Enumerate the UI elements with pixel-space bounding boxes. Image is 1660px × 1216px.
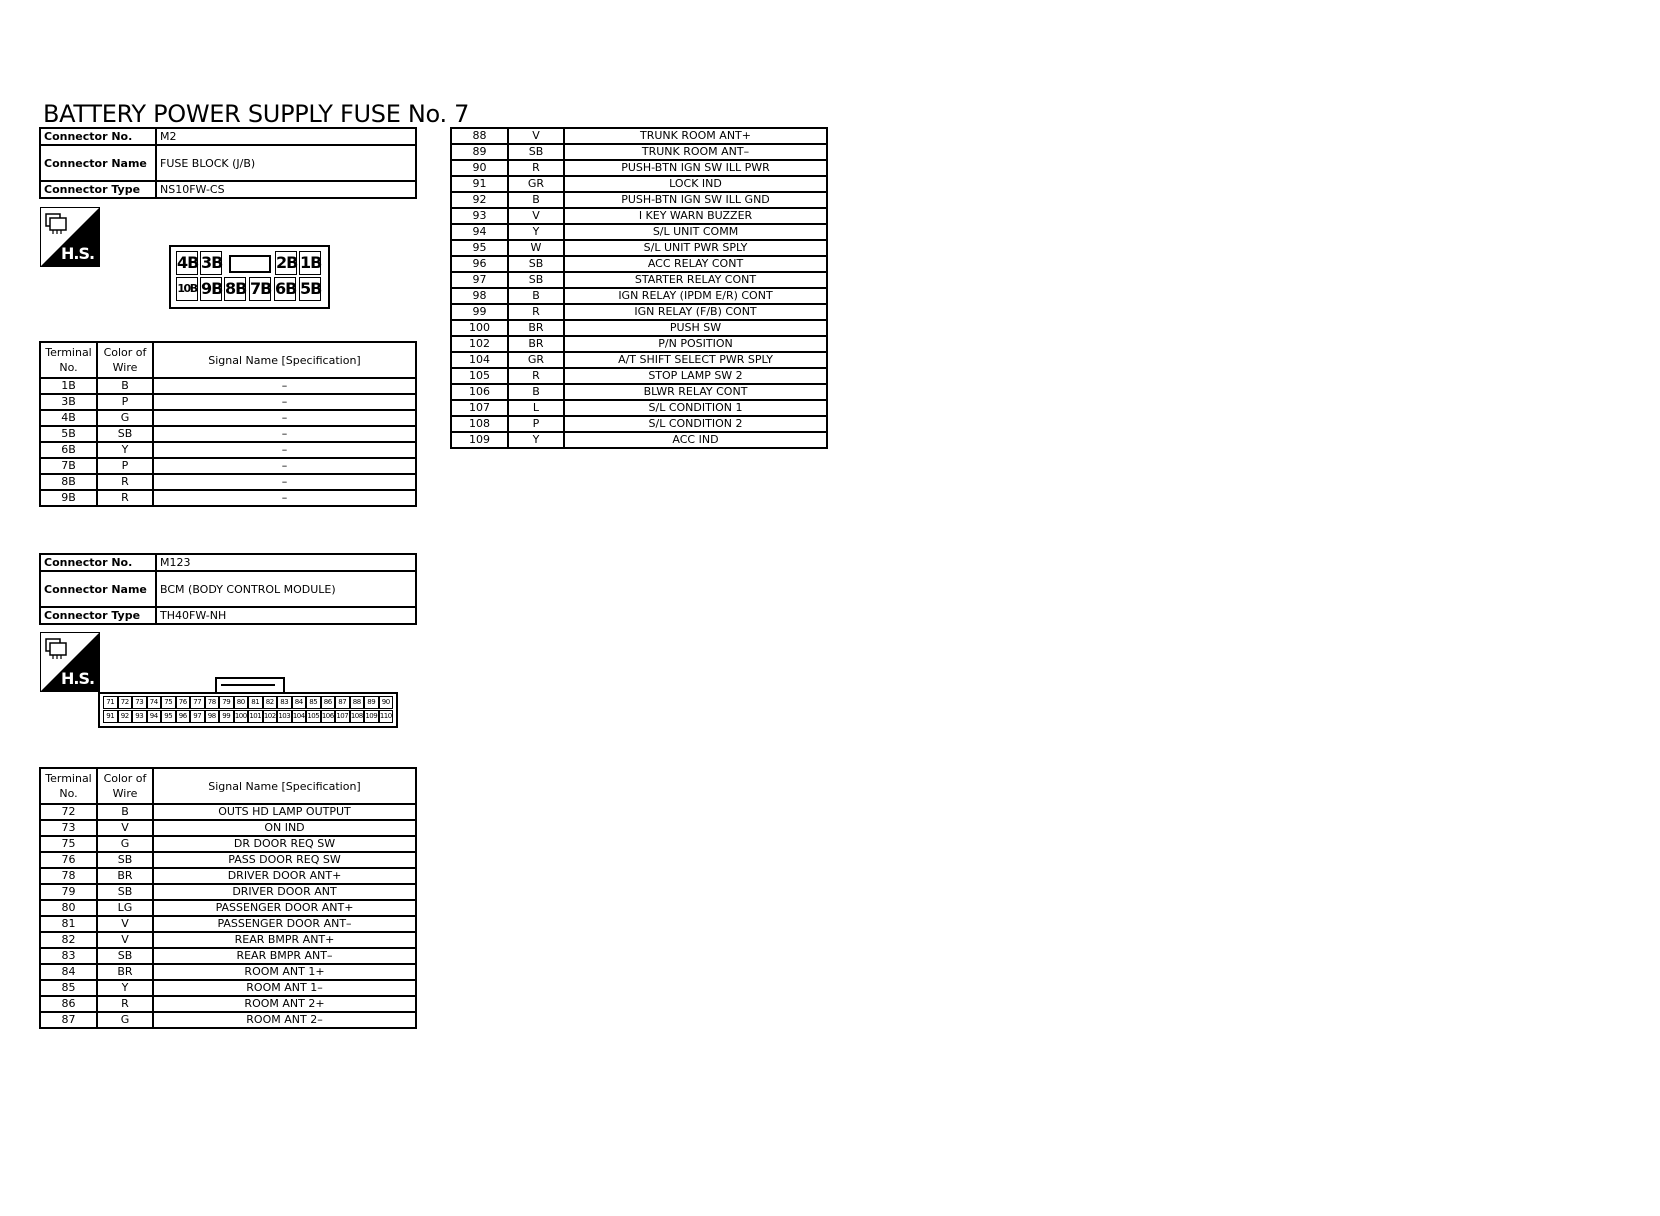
signal-name-cell: TRUNK ROOM ANT–	[564, 144, 827, 160]
wire-color-cell: P	[97, 458, 153, 474]
signal-name-cell: ACC RELAY CONT	[564, 256, 827, 272]
pin: 100	[234, 710, 249, 723]
terminal-table	[39, 341, 417, 507]
signal-name-cell: S/L UNIT PWR SPLY	[564, 240, 827, 256]
pin: 93	[132, 710, 147, 723]
wire-color-cell: Y	[97, 442, 153, 458]
wire-color-cell: V	[508, 128, 564, 144]
wire-color-cell: SB	[97, 948, 153, 964]
pin: 77	[190, 696, 205, 709]
table-row	[451, 192, 827, 208]
table-row	[40, 884, 416, 900]
pin: 76	[176, 696, 191, 709]
pin: 83	[277, 696, 292, 709]
terminal-no-cell: 90	[451, 160, 508, 176]
table-row	[40, 1012, 416, 1028]
pin: 86	[321, 696, 336, 709]
table-row	[40, 378, 416, 394]
terminal-no-cell: 75	[40, 836, 97, 852]
wire-color-cell: L	[508, 400, 564, 416]
signal-name-cell: PUSH SW	[564, 320, 827, 336]
terminal-no-cell: 89	[451, 144, 508, 160]
wire-color-cell: BR	[97, 964, 153, 980]
pin: 102	[263, 710, 278, 723]
signal-name-cell: STARTER RELAY CONT	[564, 272, 827, 288]
signal-name-cell: –	[153, 458, 416, 474]
terminal-no-cell: 107	[451, 400, 508, 416]
connector-face-m123	[98, 692, 398, 728]
signal-name-cell: DRIVER DOOR ANT+	[153, 868, 416, 884]
terminal-no-cell: 108	[451, 416, 508, 432]
table-row	[451, 368, 827, 384]
pin: 88	[350, 696, 365, 709]
signal-name-cell: DRIVER DOOR ANT	[153, 884, 416, 900]
wire-color-cell: B	[97, 804, 153, 820]
signal-name-cell: REAR BMPR ANT+	[153, 932, 416, 948]
wire-color-cell: R	[97, 490, 153, 506]
pin: 97	[190, 710, 205, 723]
terminal-no-cell: 100	[451, 320, 508, 336]
wire-color-cell: G	[97, 1012, 153, 1028]
info-label: Connector Type	[40, 181, 156, 198]
signal-name-cell: P/N POSITION	[564, 336, 827, 352]
terminal-no-cell: 92	[451, 192, 508, 208]
header-color-of-wire: Color of Wire	[97, 342, 153, 378]
pin: 6B	[274, 277, 296, 301]
signal-name-cell: ROOM ANT 2–	[153, 1012, 416, 1028]
pin: 85	[306, 696, 321, 709]
table-row	[40, 426, 416, 442]
signal-name-cell: PASS DOOR REQ SW	[153, 852, 416, 868]
table-row	[40, 916, 416, 932]
info-label: Connector No.	[40, 128, 156, 145]
table-row	[40, 474, 416, 490]
pin: 7B	[249, 277, 271, 301]
table-row	[451, 304, 827, 320]
signal-name-cell: –	[153, 474, 416, 490]
pin: 9B	[200, 277, 222, 301]
wire-color-cell: G	[97, 836, 153, 852]
signal-name-cell: ACC IND	[564, 432, 827, 448]
terminal-no-cell: 93	[451, 208, 508, 224]
pin: 109	[364, 710, 379, 723]
info-value: TH40FW-NH	[156, 607, 416, 624]
terminal-table	[39, 767, 417, 1029]
pin: 10B	[176, 277, 198, 301]
table-row	[451, 224, 827, 240]
pin: 2B	[275, 251, 297, 275]
table-row	[451, 160, 827, 176]
signal-name-cell: –	[153, 378, 416, 394]
terminal-no-cell: 88	[451, 128, 508, 144]
signal-name-cell: A/T SHIFT SELECT PWR SPLY	[564, 352, 827, 368]
info-value: BCM (BODY CONTROL MODULE)	[156, 571, 416, 607]
pin: 1B	[299, 251, 321, 275]
terminal-no-cell: 82	[40, 932, 97, 948]
wire-color-cell: GR	[508, 352, 564, 368]
pin: 110	[379, 710, 394, 723]
wire-color-cell: R	[508, 368, 564, 384]
pin: 95	[161, 710, 176, 723]
table-row	[451, 128, 827, 144]
info-label: Connector No.	[40, 554, 156, 571]
table-row	[40, 394, 416, 410]
wire-color-cell: V	[97, 820, 153, 836]
terminal-no-cell: 81	[40, 916, 97, 932]
signal-name-cell: REAR BMPR ANT–	[153, 948, 416, 964]
info-value: FUSE BLOCK (J/B)	[156, 145, 416, 181]
table-row	[451, 400, 827, 416]
wire-color-cell: BR	[508, 320, 564, 336]
header-color-of-wire: Color of Wire	[97, 768, 153, 804]
table-row	[40, 804, 416, 820]
terminal-no-cell: 94	[451, 224, 508, 240]
terminal-no-cell: 102	[451, 336, 508, 352]
pin: 101	[248, 710, 263, 723]
table-row	[451, 272, 827, 288]
table-row	[451, 256, 827, 272]
pin: 104	[292, 710, 307, 723]
signal-name-cell: I KEY WARN BUZZER	[564, 208, 827, 224]
wire-color-cell: SB	[508, 256, 564, 272]
wire-color-cell: SB	[97, 426, 153, 442]
pin: 107	[335, 710, 350, 723]
pin: 80	[234, 696, 249, 709]
signal-name-cell: S/L UNIT COMM	[564, 224, 827, 240]
signal-name-cell: IGN RELAY (IPDM E/R) CONT	[564, 288, 827, 304]
header-terminal-no: Terminal No.	[40, 342, 97, 378]
table-row	[40, 932, 416, 948]
signal-name-cell: –	[153, 410, 416, 426]
terminal-no-cell: 5B	[40, 426, 97, 442]
signal-name-cell: S/L CONDITION 1	[564, 400, 827, 416]
table-row	[451, 144, 827, 160]
terminal-no-cell: 91	[451, 176, 508, 192]
connector-face-m2	[169, 245, 330, 309]
table-row	[451, 384, 827, 400]
terminal-no-cell: 109	[451, 432, 508, 448]
connector-latch	[229, 255, 271, 273]
wire-color-cell: R	[508, 304, 564, 320]
terminal-table-continued	[450, 127, 828, 449]
info-value: NS10FW-CS	[156, 181, 416, 198]
table-row	[451, 208, 827, 224]
wire-color-cell: G	[97, 410, 153, 426]
info-label: Connector Type	[40, 607, 156, 624]
signal-name-cell: LOCK IND	[564, 176, 827, 192]
wire-color-cell: R	[508, 160, 564, 176]
page-title: BATTERY POWER SUPPLY FUSE No. 7	[43, 100, 470, 128]
table-row	[451, 432, 827, 448]
terminal-no-cell: 72	[40, 804, 97, 820]
terminal-no-cell: 106	[451, 384, 508, 400]
signal-name-cell: BLWR RELAY CONT	[564, 384, 827, 400]
table-row	[40, 980, 416, 996]
pin: 8B	[224, 277, 246, 301]
table-row	[451, 416, 827, 432]
pin: 82	[263, 696, 278, 709]
pin: 106	[321, 710, 336, 723]
terminal-no-cell: 3B	[40, 394, 97, 410]
table-row	[40, 820, 416, 836]
pin: 90	[379, 696, 394, 709]
pin: 89	[364, 696, 379, 709]
pin: 91	[103, 710, 118, 723]
connector-info-table	[39, 127, 417, 199]
pin: 75	[161, 696, 176, 709]
pin: 105	[306, 710, 321, 723]
terminal-no-cell: 8B	[40, 474, 97, 490]
hs-label: H.S.	[61, 669, 95, 688]
signal-name-cell: ON IND	[153, 820, 416, 836]
table-row	[40, 458, 416, 474]
signal-name-cell: STOP LAMP SW 2	[564, 368, 827, 384]
wire-color-cell: LG	[97, 900, 153, 916]
table-row	[451, 288, 827, 304]
wire-color-cell: SB	[97, 884, 153, 900]
table-row	[451, 176, 827, 192]
pin: 96	[176, 710, 191, 723]
wire-color-cell: W	[508, 240, 564, 256]
pin: 74	[147, 696, 162, 709]
terminal-no-cell: 83	[40, 948, 97, 964]
signal-name-cell: ROOM ANT 2+	[153, 996, 416, 1012]
table-row	[451, 320, 827, 336]
terminal-no-cell: 9B	[40, 490, 97, 506]
harness-side-icon	[40, 632, 100, 692]
table-row	[40, 490, 416, 506]
table-row	[451, 240, 827, 256]
pin: 3B	[200, 251, 222, 275]
header-signal-name: Signal Name [Specification]	[153, 342, 416, 378]
pin: 94	[147, 710, 162, 723]
terminal-no-cell: 80	[40, 900, 97, 916]
pin: 78	[205, 696, 220, 709]
signal-name-cell: ROOM ANT 1+	[153, 964, 416, 980]
table-row	[451, 336, 827, 352]
table-row	[40, 836, 416, 852]
wire-color-cell: GR	[508, 176, 564, 192]
info-label: Connector Name	[40, 145, 156, 181]
pin: 79	[219, 696, 234, 709]
terminal-no-cell: 87	[40, 1012, 97, 1028]
table-row	[40, 442, 416, 458]
wire-color-cell: Y	[97, 980, 153, 996]
terminal-no-cell: 96	[451, 256, 508, 272]
wire-color-cell: R	[97, 474, 153, 490]
signal-name-cell: TRUNK ROOM ANT+	[564, 128, 827, 144]
signal-name-cell: –	[153, 426, 416, 442]
pin: 71	[103, 696, 118, 709]
table-row	[40, 852, 416, 868]
wire-color-cell: SB	[508, 144, 564, 160]
terminal-no-cell: 84	[40, 964, 97, 980]
wire-color-cell: V	[97, 916, 153, 932]
wire-color-cell: B	[508, 288, 564, 304]
wire-color-cell: R	[97, 996, 153, 1012]
hs-label: H.S.	[61, 244, 95, 263]
terminal-no-cell: 86	[40, 996, 97, 1012]
terminal-no-cell: 105	[451, 368, 508, 384]
pin: 87	[335, 696, 350, 709]
header-terminal-no: Terminal No.	[40, 768, 97, 804]
wire-color-cell: B	[97, 378, 153, 394]
pin: 4B	[176, 251, 198, 275]
signal-name-cell: PUSH-BTN IGN SW ILL GND	[564, 192, 827, 208]
pin: 92	[118, 710, 133, 723]
wire-color-cell: B	[508, 384, 564, 400]
signal-name-cell: DR DOOR REQ SW	[153, 836, 416, 852]
table-row	[40, 868, 416, 884]
info-value: M2	[156, 128, 416, 145]
signal-name-cell: –	[153, 442, 416, 458]
wire-color-cell: SB	[508, 272, 564, 288]
pin: 84	[292, 696, 307, 709]
pin: 99	[219, 710, 234, 723]
terminal-no-cell: 97	[451, 272, 508, 288]
signal-name-cell: OUTS HD LAMP OUTPUT	[153, 804, 416, 820]
terminal-no-cell: 6B	[40, 442, 97, 458]
pin: 81	[248, 696, 263, 709]
signal-name-cell: PUSH-BTN IGN SW ILL PWR	[564, 160, 827, 176]
signal-name-cell: –	[153, 490, 416, 506]
terminal-no-cell: 78	[40, 868, 97, 884]
wire-color-cell: Y	[508, 224, 564, 240]
wire-color-cell: BR	[97, 868, 153, 884]
table-row	[40, 410, 416, 426]
terminal-no-cell: 73	[40, 820, 97, 836]
pin: 73	[132, 696, 147, 709]
wire-color-cell: B	[508, 192, 564, 208]
terminal-no-cell: 1B	[40, 378, 97, 394]
table-row	[40, 964, 416, 980]
terminal-no-cell: 104	[451, 352, 508, 368]
wire-color-cell: P	[508, 416, 564, 432]
pin: 5B	[299, 277, 321, 301]
pin: 98	[205, 710, 220, 723]
connector-info-table	[39, 553, 417, 625]
header-signal-name: Signal Name [Specification]	[153, 768, 416, 804]
signal-name-cell: PASSENGER DOOR ANT–	[153, 916, 416, 932]
pin: 108	[350, 710, 365, 723]
terminal-no-cell: 4B	[40, 410, 97, 426]
wire-color-cell: SB	[97, 852, 153, 868]
signal-name-cell: ROOM ANT 1–	[153, 980, 416, 996]
terminal-no-cell: 79	[40, 884, 97, 900]
wire-color-cell: Y	[508, 432, 564, 448]
signal-name-cell: PASSENGER DOOR ANT+	[153, 900, 416, 916]
terminal-no-cell: 98	[451, 288, 508, 304]
signal-name-cell: S/L CONDITION 2	[564, 416, 827, 432]
signal-name-cell: IGN RELAY (F/B) CONT	[564, 304, 827, 320]
terminal-no-cell: 7B	[40, 458, 97, 474]
wire-color-cell: P	[97, 394, 153, 410]
terminal-no-cell: 95	[451, 240, 508, 256]
signal-name-cell: –	[153, 394, 416, 410]
table-row	[451, 352, 827, 368]
wire-color-cell: V	[97, 932, 153, 948]
harness-side-icon	[40, 207, 100, 267]
terminal-no-cell: 76	[40, 852, 97, 868]
terminal-no-cell: 85	[40, 980, 97, 996]
terminal-no-cell: 99	[451, 304, 508, 320]
pin: 72	[118, 696, 133, 709]
table-row	[40, 900, 416, 916]
info-label: Connector Name	[40, 571, 156, 607]
table-row	[40, 948, 416, 964]
wire-color-cell: BR	[508, 336, 564, 352]
wire-color-cell: V	[508, 208, 564, 224]
info-value: M123	[156, 554, 416, 571]
table-row	[40, 996, 416, 1012]
pin: 103	[277, 710, 292, 723]
